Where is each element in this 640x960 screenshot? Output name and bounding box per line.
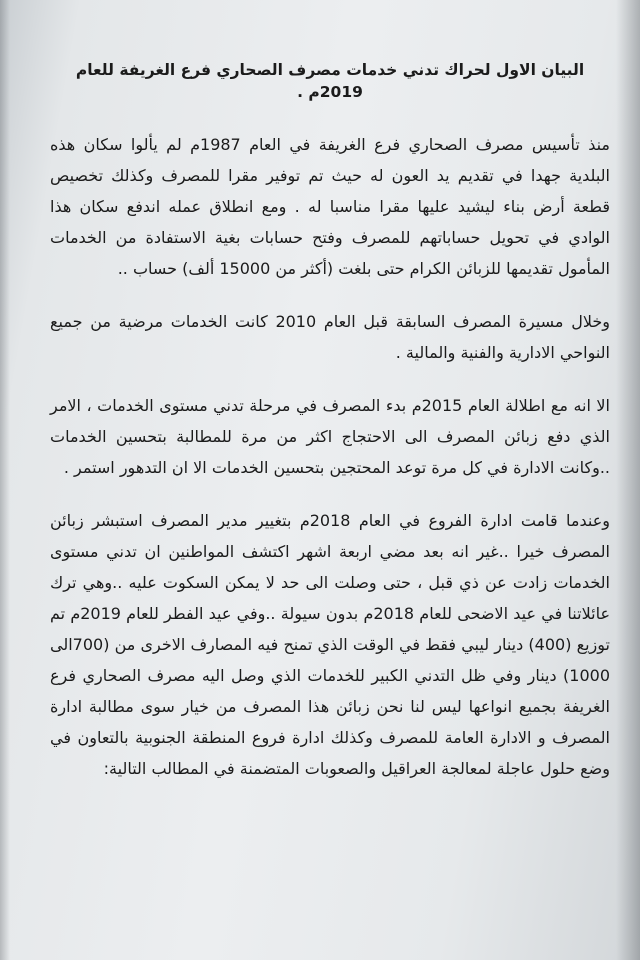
paper-edge-shadow-left — [0, 0, 10, 960]
document-title: البيان الاول لحراك تدني خدمات مصرف الصحاري فرع الغريفة للعام 2019م . — [75, 61, 585, 101]
paragraph-decline-2015: الا انه مع اطلالة العام 2015م بدء المصرف في مرحلة تدني مستوى الخدمات ، الامر الذي دفع زبائن المصرف الى الاحتجاج اكثر من مرة للمطالبة بتحسين الخدمات ..وكانت الادارة في كل مرة توعد المحتجين بتحسين الخدمات الا ان التدهور استمر . — [50, 396, 610, 478]
paragraph-demands-2018-2019: وعندما قامت ادارة الفروع في العام 2018م بتغيير مدير المصرف استبشر زبائن المصرف خيرا ..غير انه بعد مضي اربعة اشهر اكتشف المواطنين ان تدني مستوى الخدمات زادت عن ذي قبل ، حتى وصلت الى حد لا يمكن السكوت عليه ..وهي ترك عائلاتنا في عيد الاضحى للعام 2018م بدون سيولة ..وفي عيد الفطر للعام 2019م تم توزيع (400) دينار ليبي فقط في الوقت الذي تمنح فيه المصارف الاخرى من (700الى 1000) دينار وفي ظل التدني الكبير للخدمات الذي وصل اليه مصرف الصحاري فرع الغريفة بجميع انواعها ليس لنا نحن زبائن هذا المصرف من خيار سوى مطالبة ادارة المصرف و الادارة العامة للمصرف وكذلك ادارة فروع المنطقة الجنوبية بالتعاون في وضع حلول عاجلة لمعالجة العراقيل والصعوبات المتضمنة في المطالب التالية: — [50, 511, 611, 779]
paper-edge-shadow-right — [616, 0, 640, 960]
paragraph-before-2010: وخلال مسيرة المصرف السابقة قبل العام 2010 كانت الخدمات مرضية من جميع النواحي الادارية والفنية والمالية . — [50, 312, 611, 363]
document-body — [50, 60, 610, 806]
paragraph-founding: منذ تأسيس مصرف الصحاري فرع الغريفة في العام 1987م لم يألوا سكان هذه البلدية جهدا في تقديم يد العون له حيث تم توفير مقرا للمصرف وكذلك تخصيص قطعة أرض بناء ليشيد عليها مقرا مناسبا له . ومع انطلاق عمله اندفع سكان هذا الوادي في تحويل حساباتهم للمصرف وفتح حسابات بغية الاستفادة من الخدمات المأمول تقديمها للزبائن الكرام حتى بلغت (أكثر من 15000 ألف) حساب .. — [50, 135, 610, 279]
